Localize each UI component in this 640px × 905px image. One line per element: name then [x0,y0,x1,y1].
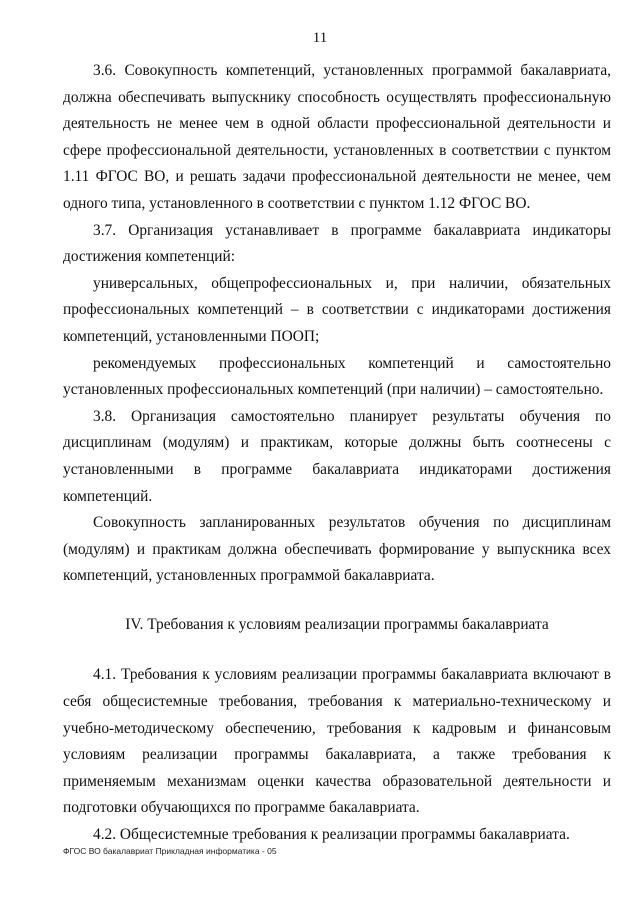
paragraph-3-7: 3.7. Организация устанавливает в программе бакалавриата индикаторы достижения компетенций: [63,221,611,266]
paragraph-3-7-universal: универсальных, общепрофессиональных и, при наличии, обязательных профессиональных компетенций – в соответствии с индикаторами достижения компетенций, установленными ПООП; [63,274,611,345]
paragraph-4-2: 4.2. Общесистемные требования к реализации программы бакалавриата. [93,826,570,844]
paragraph-3-7-recommended: рекомендуемых профессиональных компетенций и самостоятельно установленных профессиональных компетенций (при наличии) – самостоятельно. [63,354,611,399]
page-footer: ФГОС ВО бакалавриат Прикладная информатика - 05 [63,846,277,856]
document-body [63,58,611,849]
page-number: 11 [312,30,328,46]
paragraph-3-8: 3.8. Организация самостоятельно планирует результаты обучения по дисциплинам (модулям) и практикам, которые должны быть соотнесены с установленными в программе бакалавриата индикаторами достижения компетенций. [63,407,611,505]
paragraph-3-6: 3.6. Совокупность компетенций, установленных программой бакалавриата, должна обеспечивать выпускнику способность осуществлять профессиональную деятельность не менее чем в одной области профессиональной деятельности и сфере профессиональной деятельности, установленных в соответствии с пунктом 1.11 ФГОС ВО, и решать задачи профессиональной деятельности не менее, чем одного типа, установленного в соответствии с пунктом 1.12 ФГОС ВО. [63,62,611,212]
paragraph-3-8-results: Совокупность запланированных результатов обучения по дисциплинам (модулям) и практикам должна обеспечивать формирование у выпускника всех компетенций, установленных программой бакалавриата. [63,514,611,585]
section-heading-iv: IV. Требования к условиям реализации программы бакалавриата [125,615,549,633]
paragraph-4-1: 4.1. Требования к условиям реализации программы бакалавриата включают в себя общесистемные требования, требования к материально-техническому и учебно-методическому обеспечению, требования к кадровым и финансовым условиям реализации программы бакалавриата, а также требования к применяемым механизмам оценки качества образовательной деятельности и подготовки обучающихся по программе бакалавриата. [63,666,611,817]
